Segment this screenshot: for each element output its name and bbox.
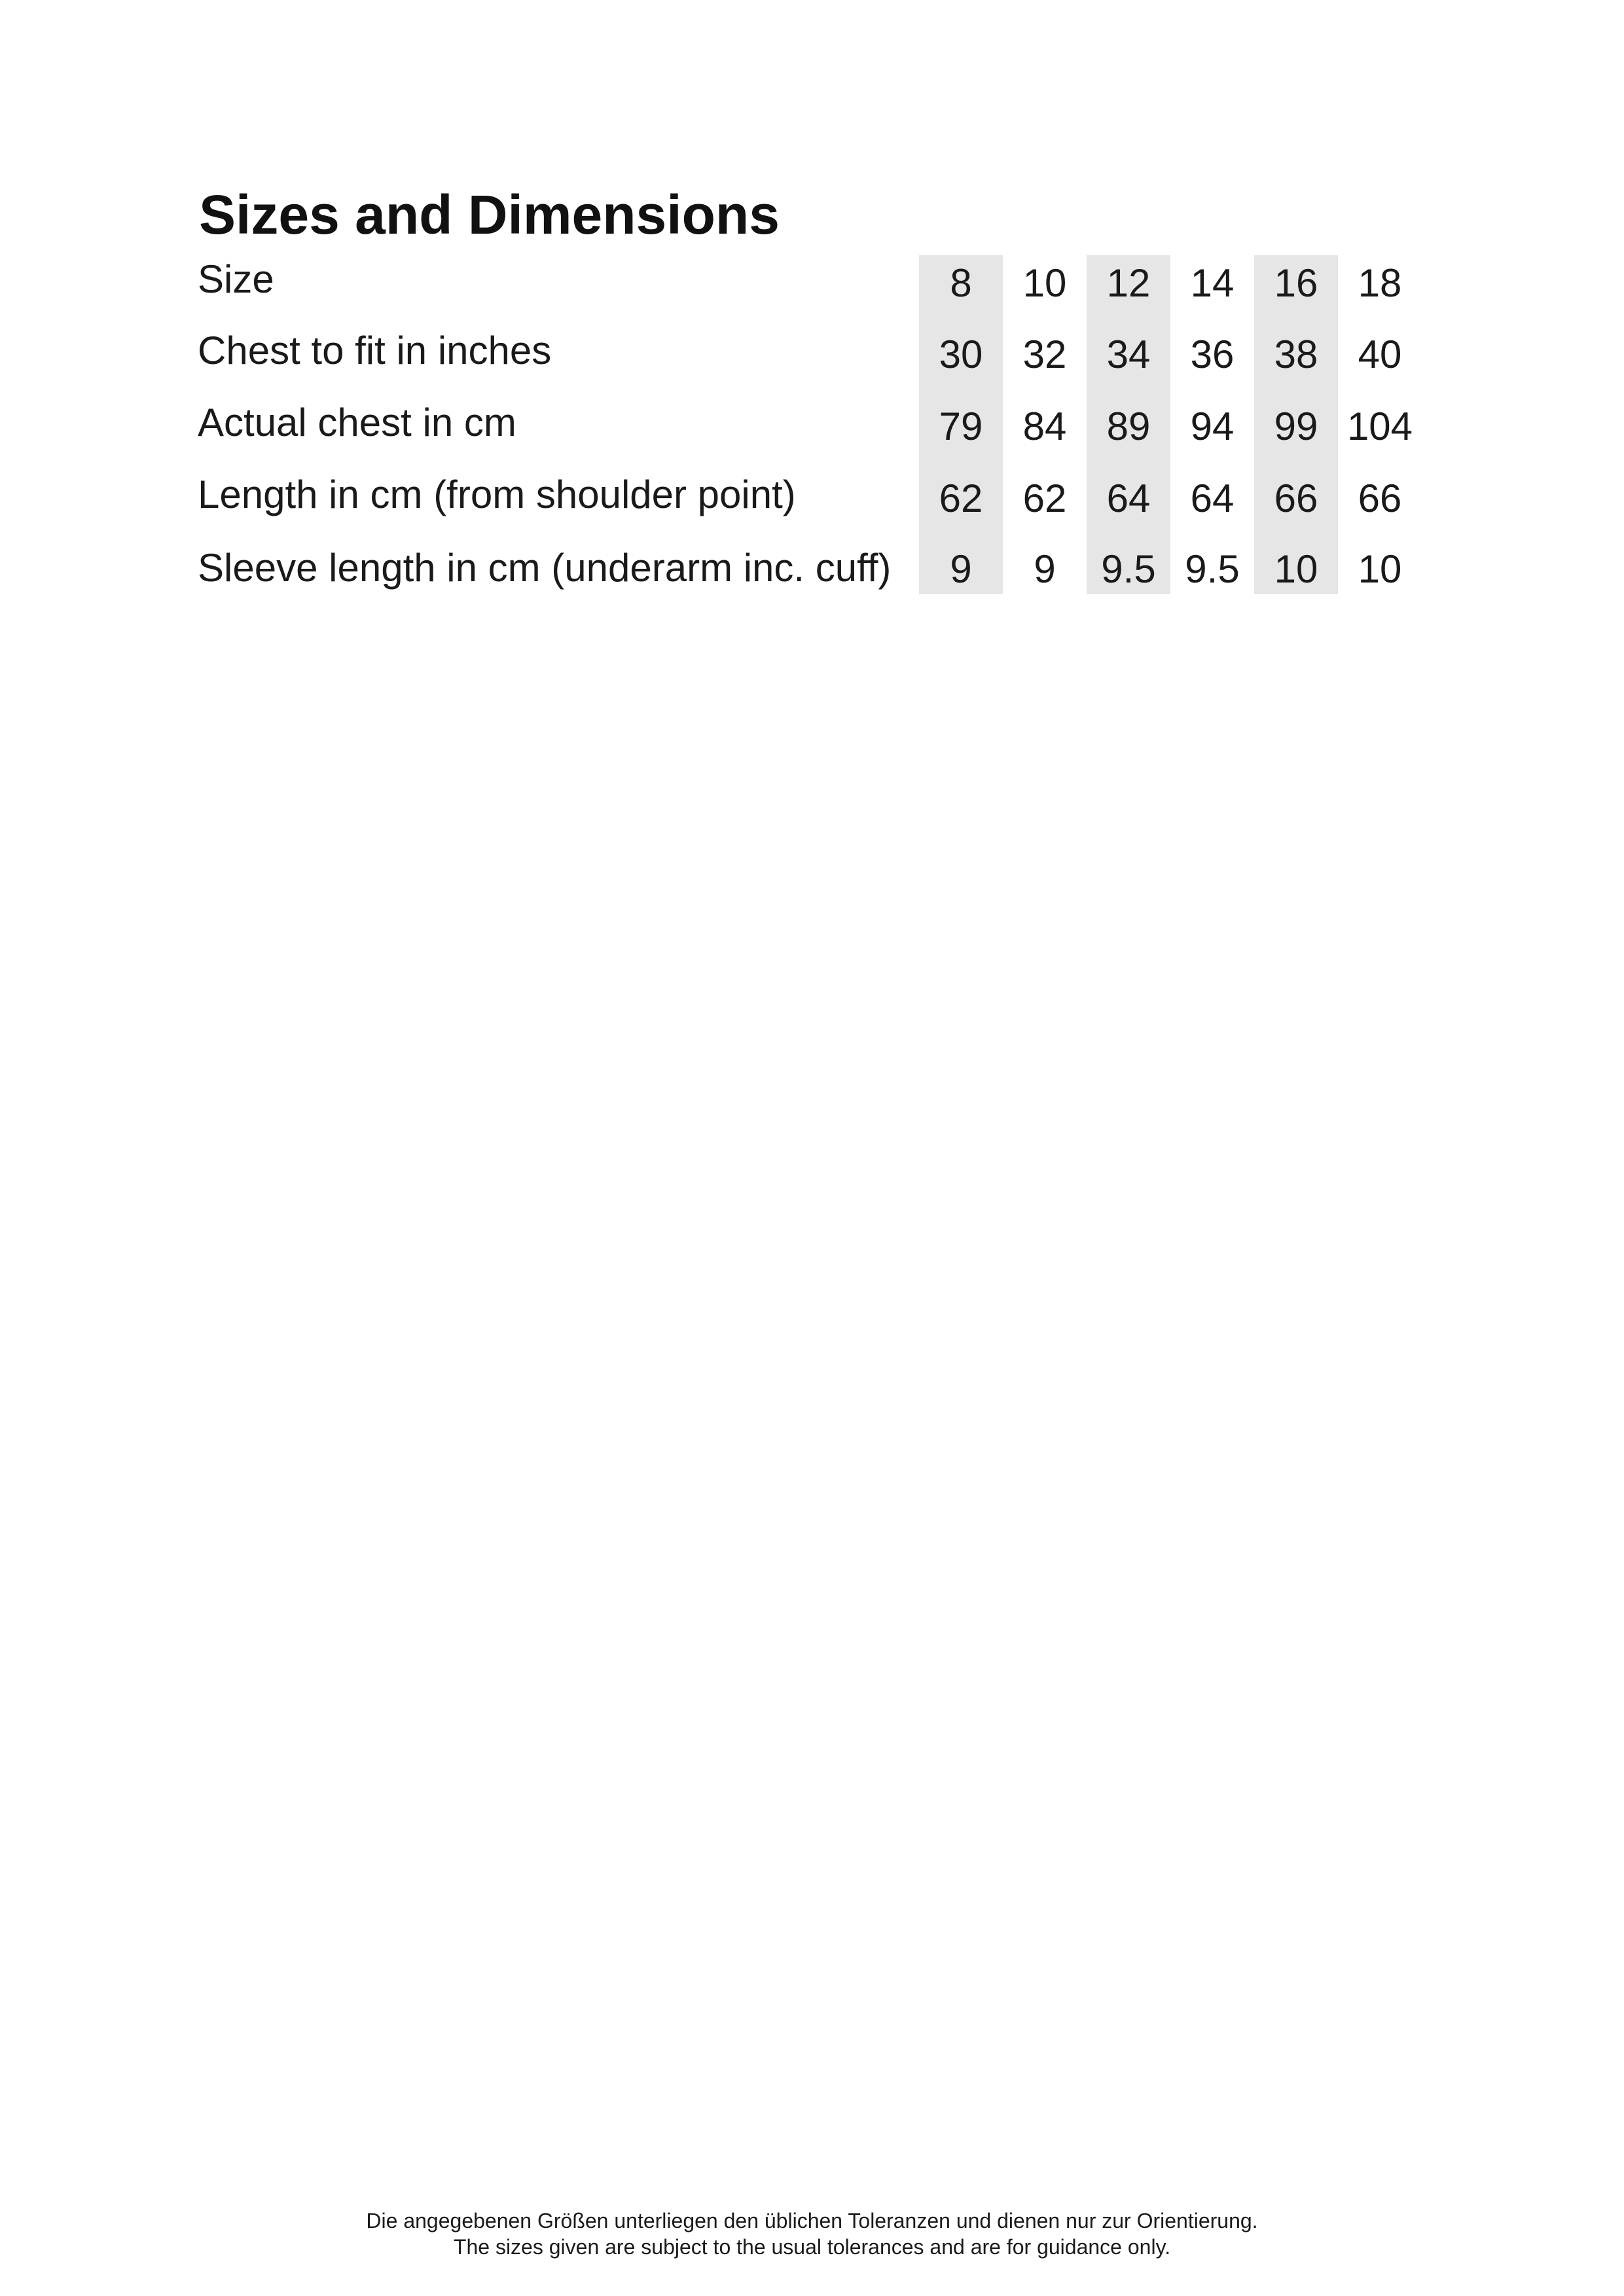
table-cell: 34: [1106, 332, 1151, 376]
table-cell: 89: [1106, 404, 1151, 448]
table-cell: 64: [1190, 476, 1235, 520]
table-cell: 66: [1358, 476, 1402, 520]
row-label-chest-to-fit: Chest to fit in inches: [198, 329, 552, 372]
table-cell: 94: [1190, 404, 1235, 448]
table-cell: 40: [1358, 332, 1402, 376]
table-cell: 30: [939, 332, 983, 376]
table-cell: 9: [1034, 547, 1056, 591]
table-cell: 66: [1274, 476, 1318, 520]
page-title: Sizes and Dimensions: [199, 184, 780, 245]
table-cell: 10: [1358, 547, 1402, 591]
table-cell: 36: [1190, 332, 1235, 376]
row-label-actual-chest: Actual chest in cm: [198, 401, 516, 444]
table-cell: 9: [950, 547, 972, 591]
table-cell: 9.5: [1101, 547, 1156, 591]
table-cell: 10: [1274, 547, 1318, 591]
table-cell: 62: [939, 476, 983, 520]
table-cell: 62: [1022, 476, 1067, 520]
table-cell: 18: [1358, 261, 1402, 305]
table-cell: 14: [1190, 261, 1235, 305]
table-cell: 84: [1022, 404, 1067, 448]
table-cell: 16: [1274, 261, 1318, 305]
footer-note-english: The sizes given are subject to the usual tolerances and are for guidance only.: [453, 2235, 1171, 2259]
table-cell: 104: [1346, 404, 1413, 448]
row-label-sleeve-length: Sleeve length in cm (underarm inc. cuff): [198, 546, 892, 590]
table-cell: 32: [1022, 332, 1067, 376]
table-cell: 99: [1274, 404, 1318, 448]
table-cell: 10: [1022, 261, 1067, 305]
table-cell: 12: [1106, 261, 1151, 305]
footer-note-german: Die angegebenen Größen unterliegen den üblichen Toleranzen und dienen nur zur Orientierung.: [366, 2209, 1258, 2233]
row-label-size: Size: [198, 257, 274, 301]
table-cell: 38: [1274, 332, 1318, 376]
table-cell: 9.5: [1185, 547, 1240, 591]
row-label-length: Length in cm (from shoulder point): [198, 473, 796, 516]
size-table: [0, 0, 1624, 655]
table-cell: 64: [1106, 476, 1151, 520]
table-cell: 79: [939, 404, 983, 448]
table-cell: 8: [950, 261, 972, 305]
